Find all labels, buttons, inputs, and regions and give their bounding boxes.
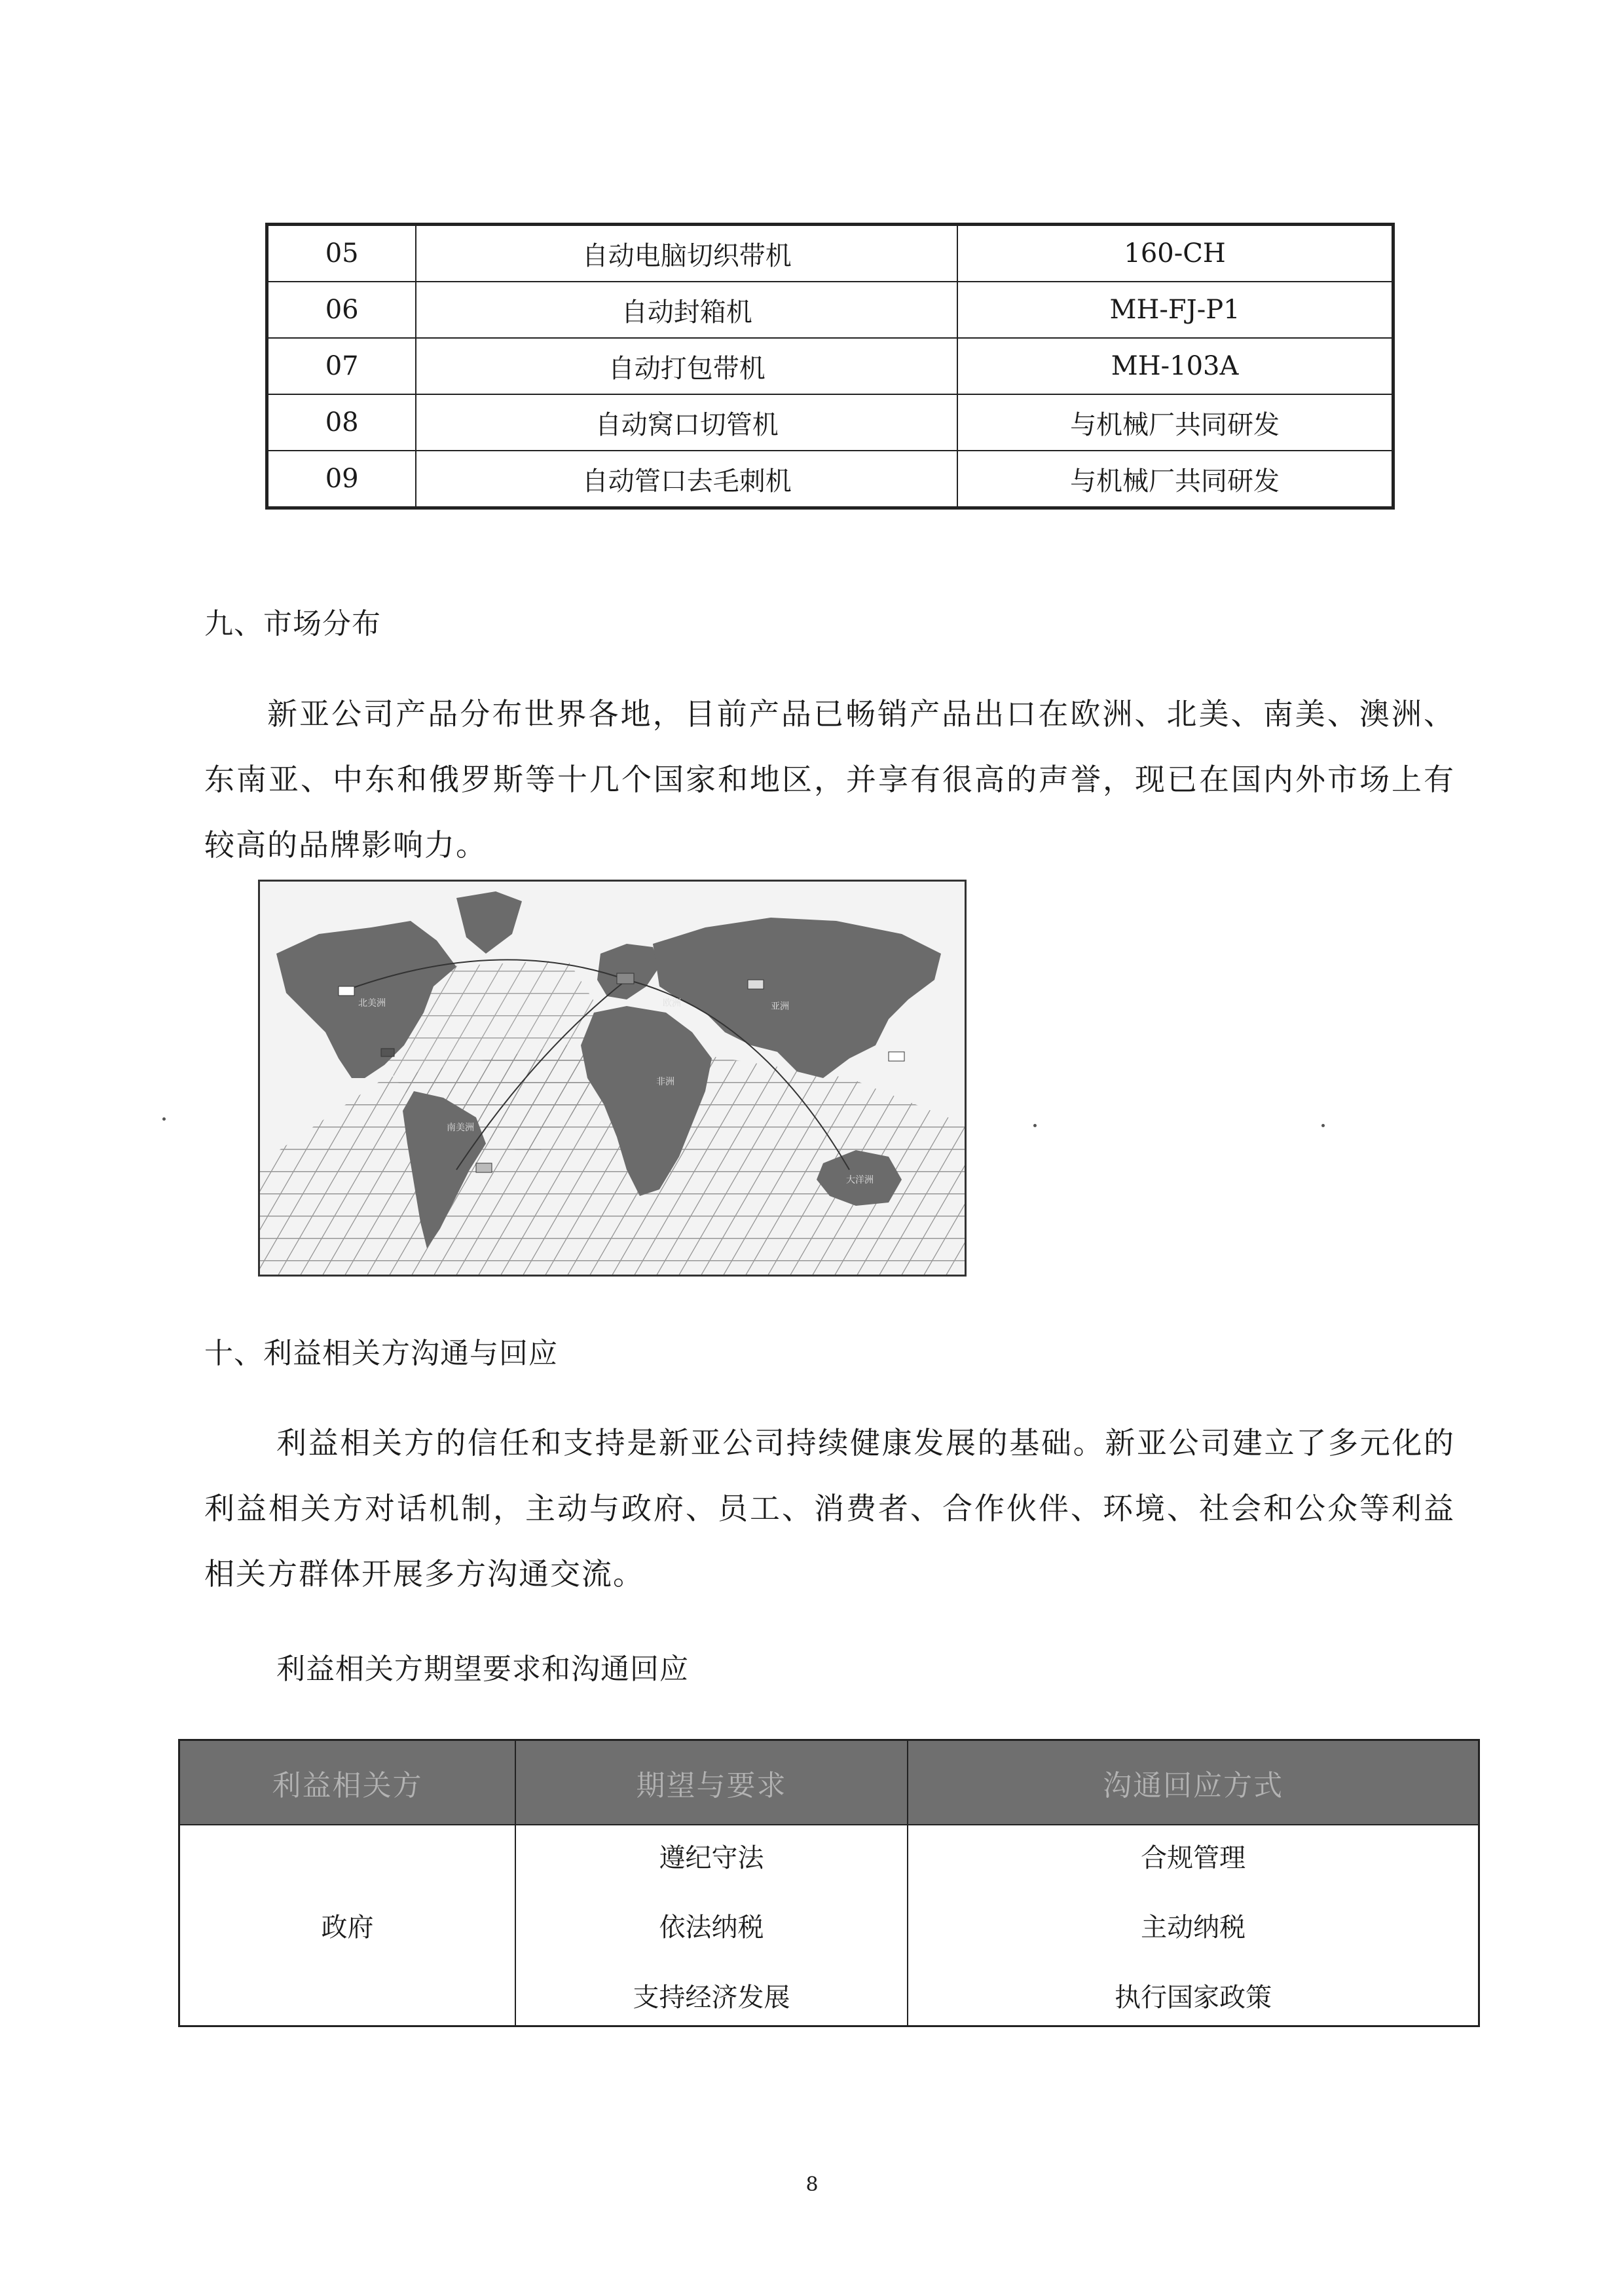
equipment-no: 05 bbox=[267, 225, 416, 282]
scan-speck bbox=[1033, 1124, 1037, 1127]
response-item: 主动纳税 bbox=[1141, 1912, 1246, 1943]
table-header-row bbox=[179, 1740, 1479, 1825]
table-row bbox=[267, 451, 1393, 508]
equipment-model: MH-FJ-P1 bbox=[957, 282, 1393, 338]
world-map-graphic bbox=[260, 882, 965, 1275]
map-label-south-america: 南美洲 bbox=[447, 1123, 474, 1133]
stakeholder-paragraph: 利益相关方的信任和支持是新亚公司持续健康发展的基础。新亚公司建立了多元化的利益相关方对话机制，主动与政府、员工、消费者、合作伙伴、环境、社会和公众等利益相关方群体开展多方沟通交流。 bbox=[204, 1425, 1455, 1592]
map-label-north-america: 北美洲 bbox=[358, 998, 386, 1009]
equipment-no: 06 bbox=[267, 282, 416, 338]
map-label-europe: 欧洲 bbox=[663, 998, 681, 1009]
equipment-no: 08 bbox=[267, 394, 416, 451]
world-map bbox=[258, 880, 967, 1277]
expectation-item: 支持经济发展 bbox=[633, 1982, 790, 2013]
page-number: 8 bbox=[805, 2173, 819, 2196]
equipment-no: 07 bbox=[267, 338, 416, 394]
equipment-name: 自动窝口切管机 bbox=[416, 394, 957, 451]
stakeholder-table-title: 利益相关方期望要求和沟通回应 bbox=[276, 1652, 689, 1686]
responses-cell bbox=[908, 1825, 1479, 2026]
equipment-model: 与机械厂共同研发 bbox=[957, 394, 1393, 451]
section-heading-stakeholders: 十、利益相关方沟通与回应 bbox=[204, 1337, 558, 1370]
scan-speck bbox=[1321, 1124, 1325, 1127]
equipment-model: MH-103A bbox=[957, 338, 1393, 394]
stakeholder-name: 政府 bbox=[179, 1825, 515, 2026]
response-item: 执行国家政策 bbox=[1115, 1982, 1272, 2013]
equipment-name: 自动管口去毛刺机 bbox=[416, 451, 957, 508]
table-row bbox=[179, 1825, 1479, 2026]
expectation-item: 遵纪守法 bbox=[659, 1842, 764, 1873]
market-paragraph: 新亚公司产品分布世界各地，目前产品已畅销产品出口在欧洲、北美、南美、澳洲、东南亚、中东和俄罗斯等十几个国家和地区，并享有很高的声誉，现已在国内外市场上有较高的品牌影响力。 bbox=[204, 696, 1455, 863]
expectations-cell bbox=[515, 1825, 908, 2026]
map-label-asia: 亚洲 bbox=[771, 1001, 789, 1012]
section-heading-market: 九、市场分布 bbox=[204, 607, 381, 641]
scan-speck bbox=[162, 1117, 166, 1121]
header-expectations: 期望与要求 bbox=[515, 1740, 908, 1825]
equipment-no: 09 bbox=[267, 451, 416, 508]
equipment-model: 与机械厂共同研发 bbox=[957, 451, 1393, 508]
equipment-name: 自动打包带机 bbox=[416, 338, 957, 394]
map-label-australia: 大洋洲 bbox=[846, 1175, 874, 1185]
table-row bbox=[267, 282, 1393, 338]
equipment-model: 160-CH bbox=[957, 225, 1393, 282]
response-item: 合规管理 bbox=[1141, 1842, 1246, 1873]
equipment-name: 自动封箱机 bbox=[416, 282, 957, 338]
header-response: 沟通回应方式 bbox=[908, 1740, 1479, 1825]
table-row bbox=[267, 225, 1393, 282]
table-row bbox=[267, 394, 1393, 451]
map-label-africa: 非洲 bbox=[656, 1077, 674, 1087]
equipment-name: 自动电脑切织带机 bbox=[416, 225, 957, 282]
header-stakeholder: 利益相关方 bbox=[179, 1740, 515, 1825]
stakeholder-table bbox=[178, 1739, 1480, 2027]
table-row bbox=[267, 338, 1393, 394]
equipment-table bbox=[265, 223, 1395, 510]
expectation-item: 依法纳税 bbox=[659, 1912, 764, 1943]
